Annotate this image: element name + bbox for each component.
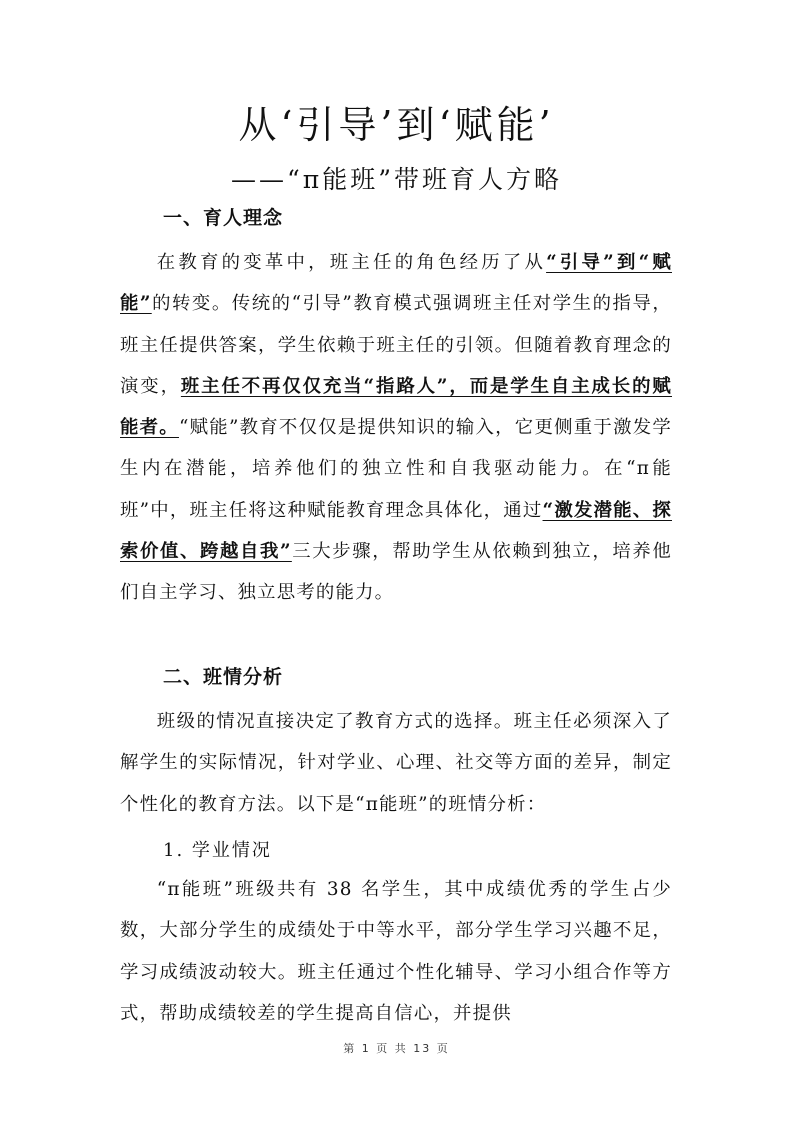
text-segment: 三大步骤，帮助学生从依赖到独立，培养他们自主学习、独立思考的能力。 <box>120 541 672 604</box>
paragraph-philosophy <box>120 242 672 614</box>
paragraph-academics: “π能班”班级共有 38 名学生，其中成绩优秀的学生占少数，大部分学生的成绩处于中等水平，部分学生学习兴趣不足，学习成绩波动较大。班主任通过个性化辅导、学习小组合作等方式，帮助成绩较差的学生提高自信心，并提供 <box>120 879 672 1024</box>
page-number: 第 1 页 共 13 页 <box>343 1042 450 1055</box>
text-segment: 的转变。传统的“引导”教育模式强调班主任对学生的指导，班主任提供答案，学生依赖于班主任的引领。但随着教育理念的演变， <box>120 293 672 397</box>
section-heading-class-analysis: 二、班情分析 <box>163 666 284 688</box>
section-heading-philosophy: 一、育人理念 <box>163 207 284 229</box>
subsection-heading-academics: 1. 学业情况 <box>163 840 272 861</box>
document-subtitle: ——“π能班”带班育人方略 <box>231 165 562 194</box>
underlined-phrase: 班主任不再仅仅充当“指路人”，而是学生自主成长的赋能者。 <box>120 375 672 439</box>
text-segment: 在教育的变革中，班主任的角色经历了从 <box>156 252 547 273</box>
underlined-phrase: “激发潜能、探索价值、跨越自我” <box>120 499 672 563</box>
underlined-phrase: “引导”到“赋能” <box>120 252 672 315</box>
document-title: 从‘引导’到‘赋能’ <box>238 103 555 147</box>
text-segment: “赋能”教育不仅仅是提供知识的输入，它更侧重于激发学生内在潜能，培养他们的独立性和自我驱动能力。在“π能班”中，班主任将这种赋能教育理念具体化，通过 <box>120 417 672 521</box>
paragraph-class-analysis: 班级的情况直接决定了教育方式的选择。班主任必须深入了解学生的实际情况，针对学业、心理、社交等方面的差异，制定个性化的教育方法。以下是“π能班”的班情分析： <box>120 711 672 815</box>
